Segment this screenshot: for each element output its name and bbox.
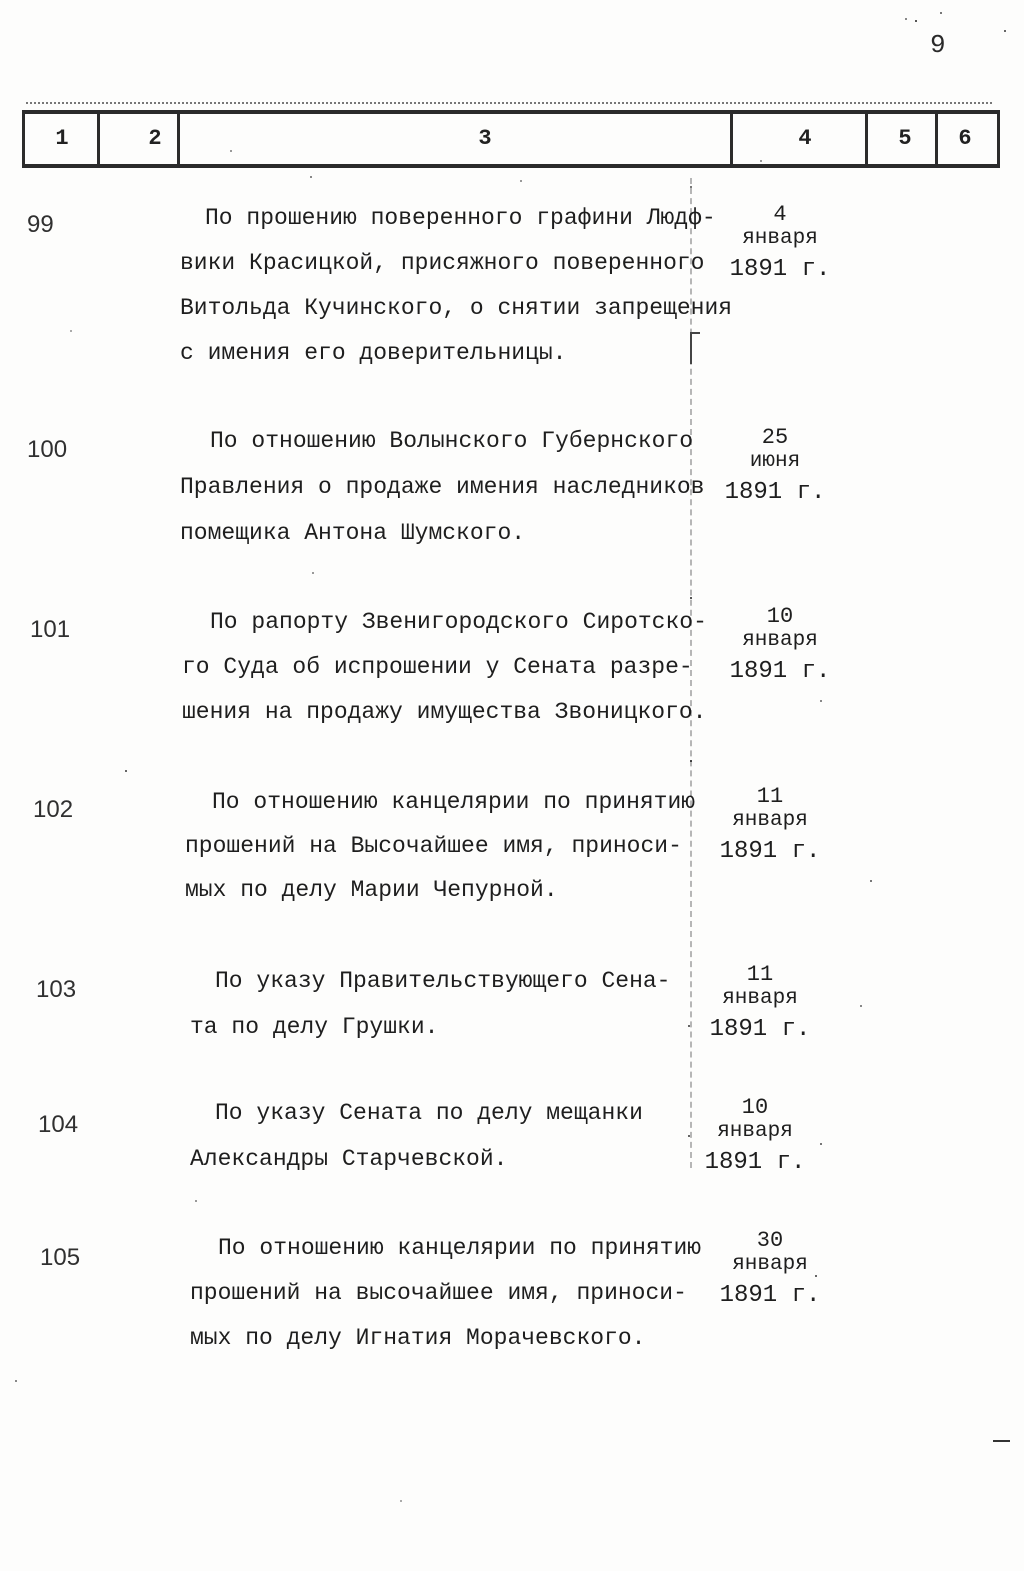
text-line: та по делу Грушки. [190, 1014, 439, 1040]
text-line: По отношению канцелярии по принятию [212, 789, 696, 815]
date-year: 1891 г. [719, 1282, 821, 1309]
column-label-4: 4 [798, 126, 812, 151]
date-day: 10 [741, 1095, 769, 1120]
entry-text [190, 1226, 701, 1361]
date-month: января [732, 809, 808, 832]
column-label-2: 2 [148, 126, 162, 151]
entry-number: 104 [38, 1111, 79, 1138]
entry-number: 103 [36, 976, 77, 1003]
text-line: Правления о продаже имения наследников [180, 474, 705, 500]
date-year: 1891 г. [729, 256, 831, 283]
column-divider [935, 110, 938, 168]
column-divider [97, 110, 100, 168]
date-month: января [742, 227, 818, 250]
entry-number: 100 [27, 436, 68, 463]
text-line: шения на продажу имущества Звоницкого. [182, 699, 707, 725]
column-divider [865, 110, 868, 168]
entry-text [185, 780, 695, 912]
date-year: 1891 г. [709, 1016, 811, 1043]
entry-text [182, 600, 707, 735]
text-line: По указу Сената по делу мещанки [215, 1100, 643, 1126]
column-label-1: 1 [55, 126, 69, 151]
date-year: 1891 г. [724, 479, 826, 506]
date-day: 30 [756, 1228, 784, 1253]
date-month: января [722, 987, 798, 1010]
entry-number: 99 [27, 211, 54, 238]
entry-number: 101 [30, 616, 71, 643]
entry-text [180, 196, 732, 376]
entry-date [710, 785, 830, 871]
column-label-6: 6 [958, 126, 972, 151]
column-header [22, 110, 1000, 168]
entry-date [695, 1096, 815, 1182]
date-year: 1891 г. [704, 1149, 806, 1176]
date-month: января [717, 1120, 793, 1143]
date-day: 11 [746, 962, 774, 987]
date-year: 1891 г. [729, 658, 831, 685]
entry-number: 102 [33, 796, 74, 823]
text-line: помещика Антона Шумского. [180, 520, 526, 546]
entry-text [190, 1090, 643, 1182]
date-year: 1891 г. [719, 838, 821, 865]
date-month: января [732, 1253, 808, 1276]
text-line: с имения его доверительницы. [180, 340, 567, 366]
text-line: мых по делу Марии Чепурной. [185, 877, 558, 903]
page-number: 9 [930, 30, 946, 60]
entry-date [720, 203, 840, 289]
entry-date [710, 1229, 830, 1315]
text-line: мых по делу Игнатия Морачевского. [190, 1325, 646, 1351]
text-line: По рапорту Звенигородского Сиротско- [210, 609, 707, 635]
text-line: По прошению поверенного графини Людф- [205, 205, 716, 231]
header-top-noise [26, 102, 992, 104]
entry-date [720, 605, 840, 691]
date-day: 10 [766, 604, 794, 629]
text-line: вики Красицкой, присяжного поверенного [180, 250, 705, 276]
text-line: Витольда Кучинского, о снятии запрещения [180, 295, 733, 321]
column-divider [177, 110, 180, 168]
date-month: июня [749, 450, 801, 473]
entry-text [180, 418, 705, 556]
scan-noise [0, 0, 2, 2]
entry-date [700, 963, 820, 1049]
date-day: 4 [773, 202, 787, 227]
text-line: Александры Старчевской. [190, 1146, 508, 1172]
column-label-3: 3 [478, 126, 492, 151]
column-label-5: 5 [898, 126, 912, 151]
text-line: По отношению канцелярии по принятию [218, 1235, 702, 1261]
text-line: прошений на Высочайшее имя, приноси- [185, 833, 682, 859]
column-divider [730, 110, 733, 168]
date-day: 25 [761, 425, 789, 450]
date-day: 11 [756, 784, 784, 809]
entry-number: 105 [40, 1244, 81, 1271]
text-line: прошений на высочайшее имя, приноси- [190, 1280, 687, 1306]
text-line: По указу Правительствующего Сена- [215, 968, 671, 994]
entry-text [190, 958, 670, 1050]
date-month: января [742, 629, 818, 652]
text-line: го Суда об испрошении у Сената разре- [182, 654, 693, 680]
stray-mark [993, 1440, 1010, 1442]
text-line: По отношению Волынского Губернского [210, 428, 694, 454]
entry-date [715, 426, 835, 512]
